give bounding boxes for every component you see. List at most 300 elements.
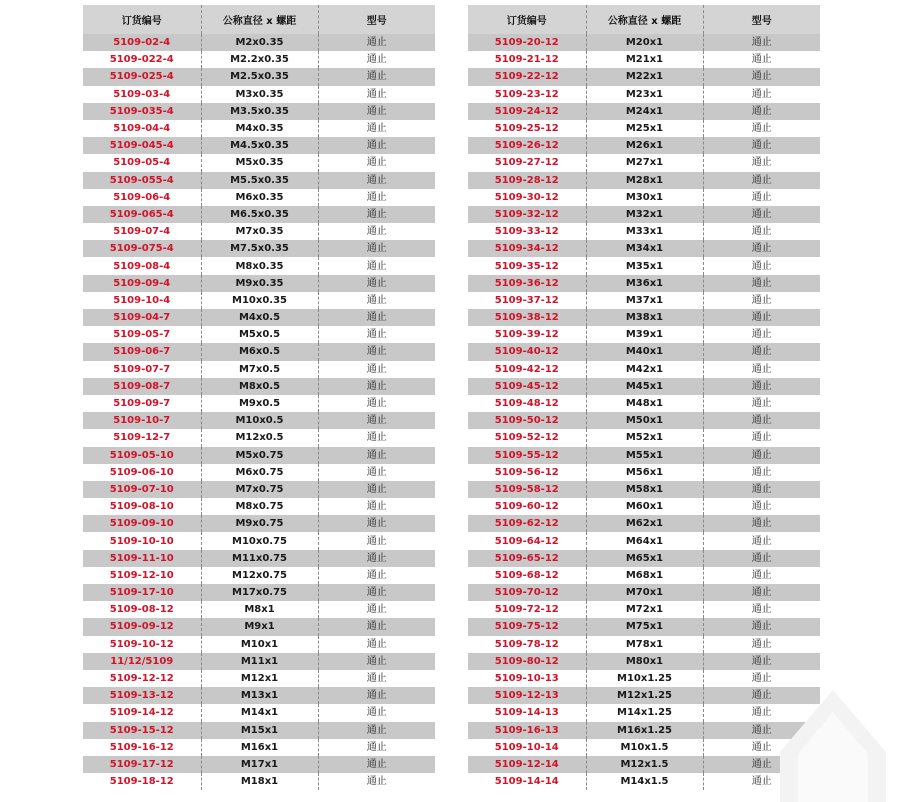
- size-cell: M15x1: [201, 722, 318, 739]
- table-row: [468, 309, 820, 326]
- size-cell: M10x0.75: [201, 532, 318, 549]
- order-number-cell: 5109-23-12: [468, 86, 586, 103]
- order-number-cell: 5109-16-13: [468, 722, 586, 739]
- table-row: [83, 412, 435, 429]
- table-row: [83, 275, 435, 292]
- size-cell: M58x1: [586, 481, 703, 498]
- model-cell: 通止: [703, 532, 820, 549]
- table-row: [83, 447, 435, 464]
- model-cell: 通止: [703, 687, 820, 704]
- order-number-cell: 5109-62-12: [468, 515, 586, 532]
- order-number-cell: 5109-05-4: [83, 154, 201, 171]
- order-number-cell: 5109-55-12: [468, 447, 586, 464]
- model-cell: 通止: [318, 275, 435, 292]
- table-row: [468, 120, 820, 137]
- model-cell: 通止: [318, 103, 435, 120]
- size-cell: M8x0.75: [201, 498, 318, 515]
- order-number-cell: 5109-17-12: [83, 756, 201, 773]
- order-number-cell: 5109-055-4: [83, 172, 201, 189]
- order-number-cell: 5109-32-12: [468, 206, 586, 223]
- size-cell: M4.5x0.35: [201, 137, 318, 154]
- size-cell: M12x1: [201, 670, 318, 687]
- size-cell: M7.5x0.35: [201, 240, 318, 257]
- table-row: [468, 103, 820, 120]
- order-number-cell: 5109-10-14: [468, 739, 586, 756]
- size-cell: M18x1: [201, 773, 318, 790]
- order-number-cell: 5109-10-4: [83, 292, 201, 309]
- order-number-cell: 5109-28-12: [468, 172, 586, 189]
- model-cell: 通止: [318, 68, 435, 85]
- model-cell: 通止: [703, 481, 820, 498]
- order-number-cell: 5109-60-12: [468, 498, 586, 515]
- order-number-cell: 5109-18-12: [83, 773, 201, 790]
- model-cell: 通止: [318, 361, 435, 378]
- model-cell: 通止: [318, 172, 435, 189]
- table-row: [83, 68, 435, 85]
- size-cell: M10x1.25: [586, 670, 703, 687]
- table-row: [468, 343, 820, 360]
- table-row: [83, 103, 435, 120]
- table-row: [468, 704, 820, 721]
- model-cell: 通止: [703, 275, 820, 292]
- order-number-cell: 5109-26-12: [468, 137, 586, 154]
- model-cell: 通止: [703, 498, 820, 515]
- order-number-cell: 5109-12-7: [83, 429, 201, 446]
- table-row: [83, 584, 435, 601]
- table-header-row: [468, 5, 820, 34]
- model-cell: 通止: [703, 756, 820, 773]
- table-row: [468, 567, 820, 584]
- table-row: [468, 464, 820, 481]
- model-cell: 通止: [703, 636, 820, 653]
- table-row: [83, 206, 435, 223]
- order-number-cell: 5109-33-12: [468, 223, 586, 240]
- size-cell: M37x1: [586, 292, 703, 309]
- order-number-cell: 5109-80-12: [468, 653, 586, 670]
- table-row: [468, 481, 820, 498]
- size-cell: M38x1: [586, 309, 703, 326]
- model-cell: 通止: [318, 447, 435, 464]
- model-cell: 通止: [318, 154, 435, 171]
- size-cell: M11x1: [201, 653, 318, 670]
- model-cell: 通止: [318, 86, 435, 103]
- order-number-cell: 5109-07-10: [83, 481, 201, 498]
- table-row: [83, 704, 435, 721]
- model-cell: 通止: [703, 567, 820, 584]
- order-number-cell: 5109-12-12: [83, 670, 201, 687]
- order-number-cell: 5109-06-4: [83, 189, 201, 206]
- header-order-number: 订货编号: [83, 5, 201, 34]
- model-cell: 通止: [318, 756, 435, 773]
- table-row: [83, 429, 435, 446]
- model-cell: 通止: [318, 206, 435, 223]
- order-number-cell: 5109-36-12: [468, 275, 586, 292]
- model-cell: 通止: [318, 670, 435, 687]
- order-number-cell: 5109-02-4: [83, 34, 201, 51]
- order-number-cell: 5109-04-7: [83, 309, 201, 326]
- order-number-cell: 11/12/5109: [83, 653, 201, 670]
- size-cell: M9x0.35: [201, 275, 318, 292]
- model-cell: 通止: [318, 653, 435, 670]
- order-number-cell: 5109-08-7: [83, 378, 201, 395]
- size-cell: M6.5x0.35: [201, 206, 318, 223]
- order-number-cell: 5109-06-7: [83, 343, 201, 360]
- table-row: [468, 361, 820, 378]
- size-cell: M36x1: [586, 275, 703, 292]
- table-row: [468, 515, 820, 532]
- header-model: 型号: [703, 5, 820, 34]
- table-row: [468, 532, 820, 549]
- size-cell: M14x1.25: [586, 704, 703, 721]
- model-cell: 通止: [703, 103, 820, 120]
- order-number-cell: 5109-58-12: [468, 481, 586, 498]
- model-cell: 通止: [318, 636, 435, 653]
- table-row: [468, 275, 820, 292]
- size-cell: M64x1: [586, 532, 703, 549]
- order-number-cell: 5109-56-12: [468, 464, 586, 481]
- order-number-cell: 5109-13-12: [83, 687, 201, 704]
- model-cell: 通止: [703, 223, 820, 240]
- order-number-cell: 5109-72-12: [468, 601, 586, 618]
- table-row: [83, 120, 435, 137]
- size-cell: M80x1: [586, 653, 703, 670]
- order-number-cell: 5109-14-13: [468, 704, 586, 721]
- table-row: [468, 292, 820, 309]
- order-number-cell: 5109-12-10: [83, 567, 201, 584]
- model-cell: 通止: [318, 515, 435, 532]
- table-row: [83, 154, 435, 171]
- model-cell: 通止: [318, 618, 435, 635]
- model-cell: 通止: [703, 343, 820, 360]
- model-cell: 通止: [318, 292, 435, 309]
- model-cell: 通止: [318, 412, 435, 429]
- table-header-row: [83, 5, 435, 34]
- order-number-cell: 5109-42-12: [468, 361, 586, 378]
- order-number-cell: 5109-52-12: [468, 429, 586, 446]
- order-number-cell: 5109-08-12: [83, 601, 201, 618]
- model-cell: 通止: [703, 68, 820, 85]
- order-number-cell: 5109-04-4: [83, 120, 201, 137]
- model-cell: 通止: [703, 257, 820, 274]
- size-cell: M16x1.25: [586, 722, 703, 739]
- table-row: [468, 498, 820, 515]
- order-number-cell: 5109-10-12: [83, 636, 201, 653]
- size-cell: M22x1: [586, 68, 703, 85]
- model-cell: 通止: [703, 378, 820, 395]
- order-number-cell: 5109-045-4: [83, 137, 201, 154]
- size-cell: M6x0.35: [201, 189, 318, 206]
- header-nominal-diameter-pitch: 公称直径 x 螺距: [586, 5, 703, 34]
- size-cell: M17x0.75: [201, 584, 318, 601]
- table-body-left: [83, 34, 435, 790]
- table-row: [83, 618, 435, 635]
- size-cell: M75x1: [586, 618, 703, 635]
- order-number-cell: 5109-035-4: [83, 103, 201, 120]
- size-cell: M52x1: [586, 429, 703, 446]
- table-row: [83, 532, 435, 549]
- size-cell: M16x1: [201, 739, 318, 756]
- order-number-cell: 5109-08-4: [83, 257, 201, 274]
- order-number-cell: 5109-03-4: [83, 86, 201, 103]
- model-cell: 通止: [703, 550, 820, 567]
- model-cell: 通止: [703, 51, 820, 68]
- size-cell: M4x0.5: [201, 309, 318, 326]
- size-cell: M6x0.5: [201, 343, 318, 360]
- size-cell: M10x1.5: [586, 739, 703, 756]
- model-cell: 通止: [703, 34, 820, 51]
- table-row: [468, 154, 820, 171]
- order-number-cell: 5109-27-12: [468, 154, 586, 171]
- table-row: [468, 653, 820, 670]
- size-cell: M56x1: [586, 464, 703, 481]
- model-cell: 通止: [703, 412, 820, 429]
- model-cell: 通止: [703, 172, 820, 189]
- model-cell: 通止: [318, 137, 435, 154]
- table-row: [83, 292, 435, 309]
- size-cell: M10x0.5: [201, 412, 318, 429]
- table-row: [83, 722, 435, 739]
- model-cell: 通止: [703, 601, 820, 618]
- model-cell: 通止: [318, 722, 435, 739]
- order-number-cell: 5109-16-12: [83, 739, 201, 756]
- table-row: [83, 378, 435, 395]
- table-row: [83, 773, 435, 790]
- header-order-number: 订货编号: [468, 5, 586, 34]
- size-cell: M8x1: [201, 601, 318, 618]
- order-number-cell: 5109-78-12: [468, 636, 586, 653]
- size-cell: M45x1: [586, 378, 703, 395]
- order-number-cell: 5109-09-4: [83, 275, 201, 292]
- table-row: [83, 137, 435, 154]
- table-row: [468, 773, 820, 790]
- table-row: [468, 223, 820, 240]
- order-number-cell: 5109-24-12: [468, 103, 586, 120]
- size-cell: M9x0.75: [201, 515, 318, 532]
- table-row: [468, 447, 820, 464]
- table-row: [468, 601, 820, 618]
- size-cell: M9x1: [201, 618, 318, 635]
- order-number-cell: 5109-25-12: [468, 120, 586, 137]
- size-cell: M12x0.5: [201, 429, 318, 446]
- table-body-right: [468, 34, 820, 790]
- order-number-cell: 5109-14-14: [468, 773, 586, 790]
- model-cell: 通止: [703, 447, 820, 464]
- model-cell: 通止: [318, 687, 435, 704]
- model-cell: 通止: [703, 773, 820, 790]
- order-number-cell: 5109-10-13: [468, 670, 586, 687]
- house-watermark-icon: [778, 682, 888, 802]
- table-row: [468, 687, 820, 704]
- size-cell: M2.2x0.35: [201, 51, 318, 68]
- size-cell: M39x1: [586, 326, 703, 343]
- model-cell: 通止: [703, 395, 820, 412]
- model-cell: 通止: [318, 257, 435, 274]
- model-cell: 通止: [318, 34, 435, 51]
- order-number-cell: 5109-50-12: [468, 412, 586, 429]
- model-cell: 通止: [318, 704, 435, 721]
- order-number-cell: 5109-64-12: [468, 532, 586, 549]
- model-cell: 通止: [703, 739, 820, 756]
- table-row: [83, 86, 435, 103]
- gauge-table-right: [468, 5, 820, 790]
- size-cell: M14x1.5: [586, 773, 703, 790]
- model-cell: 通止: [703, 618, 820, 635]
- size-cell: M17x1: [201, 756, 318, 773]
- order-number-cell: 5109-70-12: [468, 584, 586, 601]
- model-cell: 通止: [318, 378, 435, 395]
- table-row: [83, 550, 435, 567]
- table-row: [468, 240, 820, 257]
- size-cell: M27x1: [586, 154, 703, 171]
- table-row: [468, 395, 820, 412]
- model-cell: 通止: [703, 309, 820, 326]
- model-cell: 通止: [703, 722, 820, 739]
- order-number-cell: 5109-05-7: [83, 326, 201, 343]
- size-cell: M42x1: [586, 361, 703, 378]
- table-row: [468, 206, 820, 223]
- size-cell: M5x0.5: [201, 326, 318, 343]
- size-cell: M8x0.5: [201, 378, 318, 395]
- model-cell: 通止: [318, 567, 435, 584]
- order-number-cell: 5109-20-12: [468, 34, 586, 51]
- model-cell: 通止: [318, 343, 435, 360]
- table-row: [83, 464, 435, 481]
- model-cell: 通止: [318, 481, 435, 498]
- order-number-cell: 5109-09-12: [83, 618, 201, 635]
- order-number-cell: 5109-21-12: [468, 51, 586, 68]
- size-cell: M12x1.25: [586, 687, 703, 704]
- order-number-cell: 5109-30-12: [468, 189, 586, 206]
- size-cell: M7x0.5: [201, 361, 318, 378]
- table-row: [468, 326, 820, 343]
- size-cell: M40x1: [586, 343, 703, 360]
- table-row: [83, 223, 435, 240]
- table-row: [83, 636, 435, 653]
- gauge-table-left: [83, 5, 435, 790]
- table-row: [83, 361, 435, 378]
- order-number-cell: 5109-14-12: [83, 704, 201, 721]
- order-number-cell: 5109-68-12: [468, 567, 586, 584]
- table-row: [83, 567, 435, 584]
- order-number-cell: 5109-025-4: [83, 68, 201, 85]
- table-row: [468, 172, 820, 189]
- order-number-cell: 5109-34-12: [468, 240, 586, 257]
- size-cell: M60x1: [586, 498, 703, 515]
- table-row: [468, 68, 820, 85]
- model-cell: 通止: [703, 326, 820, 343]
- order-number-cell: 5109-45-12: [468, 378, 586, 395]
- model-cell: 通止: [318, 189, 435, 206]
- size-cell: M5x0.35: [201, 154, 318, 171]
- table-row: [83, 395, 435, 412]
- table-row: [83, 189, 435, 206]
- model-cell: 通止: [703, 515, 820, 532]
- model-cell: 通止: [703, 464, 820, 481]
- order-number-cell: 5109-07-7: [83, 361, 201, 378]
- model-cell: 通止: [703, 120, 820, 137]
- order-number-cell: 5109-12-13: [468, 687, 586, 704]
- size-cell: M65x1: [586, 550, 703, 567]
- model-cell: 通止: [318, 395, 435, 412]
- order-number-cell: 5109-11-10: [83, 550, 201, 567]
- model-cell: 通止: [318, 120, 435, 137]
- size-cell: M24x1: [586, 103, 703, 120]
- table-row: [468, 739, 820, 756]
- header-nominal-diameter-pitch: 公称直径 x 螺距: [201, 5, 318, 34]
- table-row: [83, 670, 435, 687]
- size-cell: M2.5x0.35: [201, 68, 318, 85]
- order-number-cell: 5109-37-12: [468, 292, 586, 309]
- model-cell: 通止: [703, 429, 820, 446]
- order-number-cell: 5109-75-12: [468, 618, 586, 635]
- size-cell: M5x0.75: [201, 447, 318, 464]
- size-cell: M3x0.35: [201, 86, 318, 103]
- size-cell: M10x0.35: [201, 292, 318, 309]
- size-cell: M3.5x0.35: [201, 103, 318, 120]
- size-cell: M70x1: [586, 584, 703, 601]
- header-model: 型号: [318, 5, 435, 34]
- table-row: [468, 257, 820, 274]
- size-cell: M6x0.75: [201, 464, 318, 481]
- table-row: [468, 722, 820, 739]
- size-cell: M10x1: [201, 636, 318, 653]
- size-cell: M33x1: [586, 223, 703, 240]
- order-number-cell: 5109-075-4: [83, 240, 201, 257]
- table-row: [83, 515, 435, 532]
- table-row: [83, 601, 435, 618]
- order-number-cell: 5109-09-7: [83, 395, 201, 412]
- model-cell: 通止: [318, 601, 435, 618]
- table-row: [83, 653, 435, 670]
- table-row: [468, 137, 820, 154]
- model-cell: 通止: [703, 653, 820, 670]
- model-cell: 通止: [703, 154, 820, 171]
- order-number-cell: 5109-15-12: [83, 722, 201, 739]
- size-cell: M7x0.35: [201, 223, 318, 240]
- order-number-cell: 5109-65-12: [468, 550, 586, 567]
- order-number-cell: 5109-06-10: [83, 464, 201, 481]
- model-cell: 通止: [703, 704, 820, 721]
- order-number-cell: 5109-09-10: [83, 515, 201, 532]
- model-cell: 通止: [318, 464, 435, 481]
- model-cell: 通止: [318, 532, 435, 549]
- table-row: [83, 756, 435, 773]
- model-cell: 通止: [703, 240, 820, 257]
- table-row: [83, 498, 435, 515]
- table-row: [468, 189, 820, 206]
- size-cell: M7x0.75: [201, 481, 318, 498]
- order-number-cell: 5109-10-10: [83, 532, 201, 549]
- order-number-cell: 5109-065-4: [83, 206, 201, 223]
- size-cell: M12x1.5: [586, 756, 703, 773]
- size-cell: M72x1: [586, 601, 703, 618]
- table-row: [83, 240, 435, 257]
- order-number-cell: 5109-022-4: [83, 51, 201, 68]
- size-cell: M68x1: [586, 567, 703, 584]
- model-cell: 通止: [318, 223, 435, 240]
- size-cell: M21x1: [586, 51, 703, 68]
- size-cell: M26x1: [586, 137, 703, 154]
- table-row: [83, 326, 435, 343]
- table-row: [83, 309, 435, 326]
- model-cell: 通止: [318, 584, 435, 601]
- table-row: [468, 378, 820, 395]
- table-row: [468, 584, 820, 601]
- table-row: [468, 51, 820, 68]
- table-row: [83, 481, 435, 498]
- model-cell: 通止: [318, 51, 435, 68]
- order-number-cell: 5109-08-10: [83, 498, 201, 515]
